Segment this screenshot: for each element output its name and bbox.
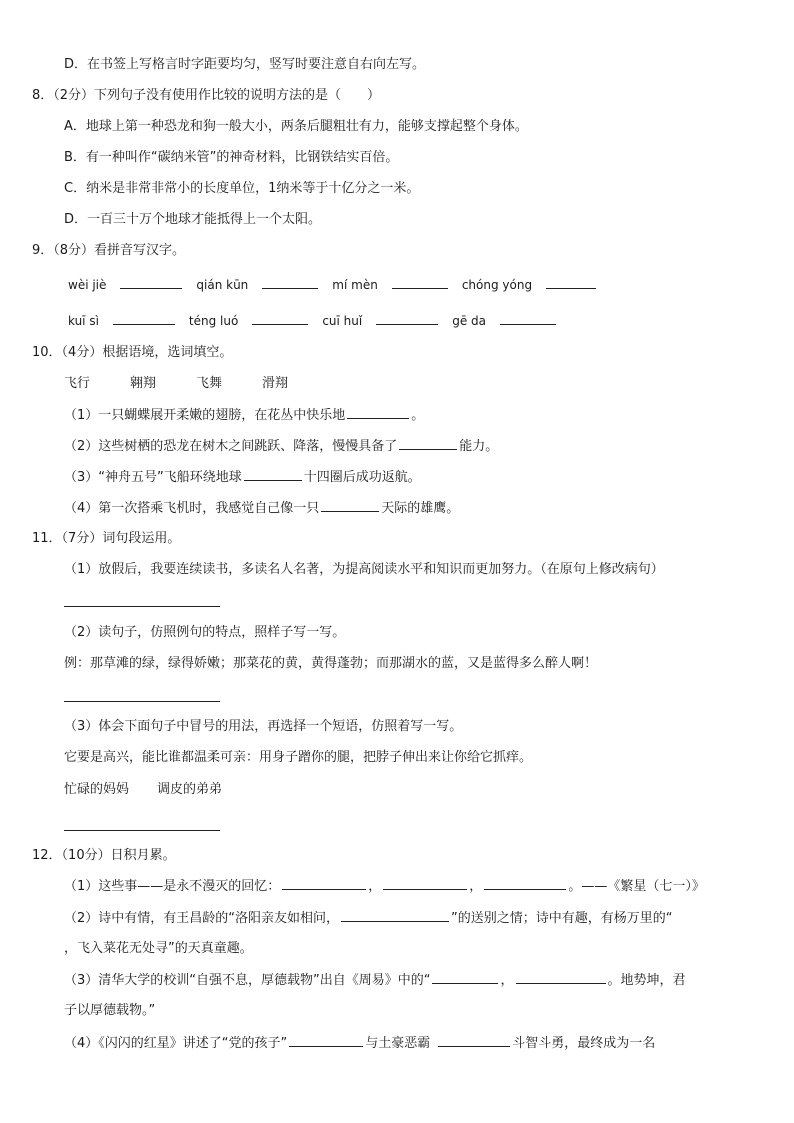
answer-blank[interactable] xyxy=(347,406,409,419)
q10-word-options xyxy=(64,375,328,393)
phrase-option: 调皮的弟弟 xyxy=(157,782,223,797)
q11-example-2: 例：那草滩的绿，绿得娇嫩；那菜花的黄，黄得蓬勃；而那湖水的蓝，又是蓝得多么醉人啊！ xyxy=(64,656,598,671)
answer-line[interactable] xyxy=(64,606,220,607)
q12-stem: 12．（10分）日积月累。 xyxy=(32,848,176,863)
answer-blank[interactable] xyxy=(516,971,606,984)
answer-blank[interactable] xyxy=(113,312,175,325)
q11-phrase-options xyxy=(64,781,222,799)
sentence-text: （2）诗中有情，有王昌龄的“洛阳亲友如相问， xyxy=(64,911,340,926)
word-option: 翱翔 xyxy=(130,376,157,391)
sentence-text: ”的送别之情；诗中有趣，有杨万里的“ xyxy=(451,911,673,926)
sentence-text: 。——《繁星（七一）》 xyxy=(568,879,705,894)
q11-example-3: 它要是高兴，能比谁都温柔可亲：用身子蹭你的腿，把脖子伸出来让你给它抓痒。 xyxy=(64,750,533,765)
q10-sentence-2 xyxy=(64,437,498,456)
q8-option-a: A．地球上第一种恐龙和狗一般大小，两条后腿粗壮有力，能够支撑起整个身体。 xyxy=(64,119,528,134)
answer-blank[interactable] xyxy=(262,276,318,289)
q10-stem: 10．（4分）根据语境，选词填空。 xyxy=(32,345,233,360)
q10-sentence-3 xyxy=(64,468,421,487)
word-option: 飞行 xyxy=(64,376,91,391)
answer-blank[interactable] xyxy=(438,1034,510,1047)
q9-stem: 9．（8分）看拼音写汉字。 xyxy=(32,243,186,258)
q11-part-1: （1）放假后，我要连续读书，多读名人名著，为提高阅读水平和知识而更加努力。（在原句上修改病句） xyxy=(64,562,664,577)
phrase-option: 忙碌的妈妈 xyxy=(64,782,130,797)
pinyin: chóng yóng xyxy=(461,278,533,292)
q7-option-d: D．在书签上写格言时字距要均匀，竖写时要注意自右向左写。 xyxy=(64,57,426,72)
answer-line[interactable] xyxy=(64,701,220,702)
q11-stem: 11．（7分）词句段运用。 xyxy=(32,531,181,546)
answer-blank[interactable] xyxy=(120,276,182,289)
q8-option-d: D．一百三十万个地球才能抵得上一个太阳。 xyxy=(64,212,322,227)
sentence-text: 十四圈后成功返航。 xyxy=(303,470,421,485)
q12-part-4 xyxy=(64,1034,655,1053)
answer-blank[interactable] xyxy=(244,468,302,481)
sentence-text: 与土豪恶霸 xyxy=(365,1036,431,1051)
answer-blank[interactable] xyxy=(392,276,448,289)
answer-blank[interactable] xyxy=(376,312,438,325)
sentence-text: （4）第一次搭乘飞机时，我感觉自己像一只 xyxy=(64,501,320,516)
sentence-text: 。地势坤，君 xyxy=(607,973,686,988)
pinyin: mí mèn xyxy=(332,278,378,292)
sentence-text: 。 xyxy=(411,408,425,423)
sentence-text: 天际的雄鹰。 xyxy=(381,501,460,516)
sentence-text: ， xyxy=(469,879,483,894)
q11-part-2: （2）读句子，仿照例句的特点，照样子写一写。 xyxy=(64,625,346,640)
q12-part-2-cont xyxy=(64,940,253,958)
answer-blank[interactable] xyxy=(321,499,379,512)
q10-sentence-4 xyxy=(64,499,459,518)
answer-blank[interactable] xyxy=(252,312,308,325)
pinyin: cuī huǐ xyxy=(322,314,363,328)
sentence-text: （1）一只蝴蝶展开柔嫩的翅膀，在花丛中快乐地 xyxy=(64,408,346,423)
pinyin: gē da xyxy=(452,314,487,328)
pinyin: wèi jiè xyxy=(68,278,107,292)
pinyin: qián kūn xyxy=(196,278,249,292)
word-option: 滑翔 xyxy=(262,376,289,391)
sentence-text: ， xyxy=(500,973,514,988)
sentence-text: ， xyxy=(368,879,382,894)
q12-part-3 xyxy=(64,971,686,990)
answer-blank[interactable] xyxy=(484,877,566,890)
sentence-text: （4）《闪闪的红星》讲述了“党的孩子” xyxy=(64,1036,288,1051)
pinyin: kuī sì xyxy=(68,314,99,328)
q12-part-1 xyxy=(64,877,705,896)
sentence-text: 子以厚德载物。” xyxy=(64,1003,156,1018)
q12-part-3-cont xyxy=(64,1002,155,1020)
word-option: 飞舞 xyxy=(196,376,223,391)
q8-option-c: C．纳米是非常非常小的长度单位，1纳米等于十亿分之一米。 xyxy=(64,181,420,196)
answer-blank[interactable] xyxy=(341,909,449,922)
q9-row-2 xyxy=(68,312,558,330)
sentence-text: （3）“神舟五号”飞船环绕地球 xyxy=(64,470,242,485)
answer-blank[interactable] xyxy=(399,437,457,450)
q9-row-1 xyxy=(68,276,598,294)
q8-option-b: B．有一种叫作“碳纳米管”的神奇材料，比钢铁结实百倍。 xyxy=(64,150,399,165)
sentence-text: （2）这些树栖的恐龙在树木之间跳跃、降落，慢慢具备了 xyxy=(64,439,398,454)
sentence-text: （3）清华大学的校训“自强不息，厚德载物”出自《周易》中的“ xyxy=(64,973,431,988)
q8-stem: 8．（2分）下列句子没有使用作比较的说明方法的是（ ） xyxy=(32,88,381,103)
answer-blank[interactable] xyxy=(383,877,467,890)
answer-blank[interactable] xyxy=(500,312,556,325)
sentence-text: 能力。 xyxy=(459,439,499,454)
answer-blank[interactable] xyxy=(289,1034,363,1047)
sentence-text: （1）这些事——是永不漫灭的回忆： xyxy=(64,879,281,894)
q12-part-2 xyxy=(64,909,673,928)
answer-blank[interactable] xyxy=(282,877,366,890)
answer-blank[interactable] xyxy=(432,971,498,984)
q11-part-3: （3）体会下面句子中冒号的用法，再选择一个短语，仿照着写一写。 xyxy=(64,719,463,734)
answer-blank[interactable] xyxy=(546,276,596,289)
q10-sentence-1 xyxy=(64,406,424,425)
sentence-text: 斗智斗勇，最终成为一名 xyxy=(512,1036,656,1051)
sentence-text: ，飞入菜花无处寻”的天真童趣。 xyxy=(64,941,253,956)
pinyin: téng luó xyxy=(188,314,239,328)
answer-line[interactable] xyxy=(64,830,220,831)
